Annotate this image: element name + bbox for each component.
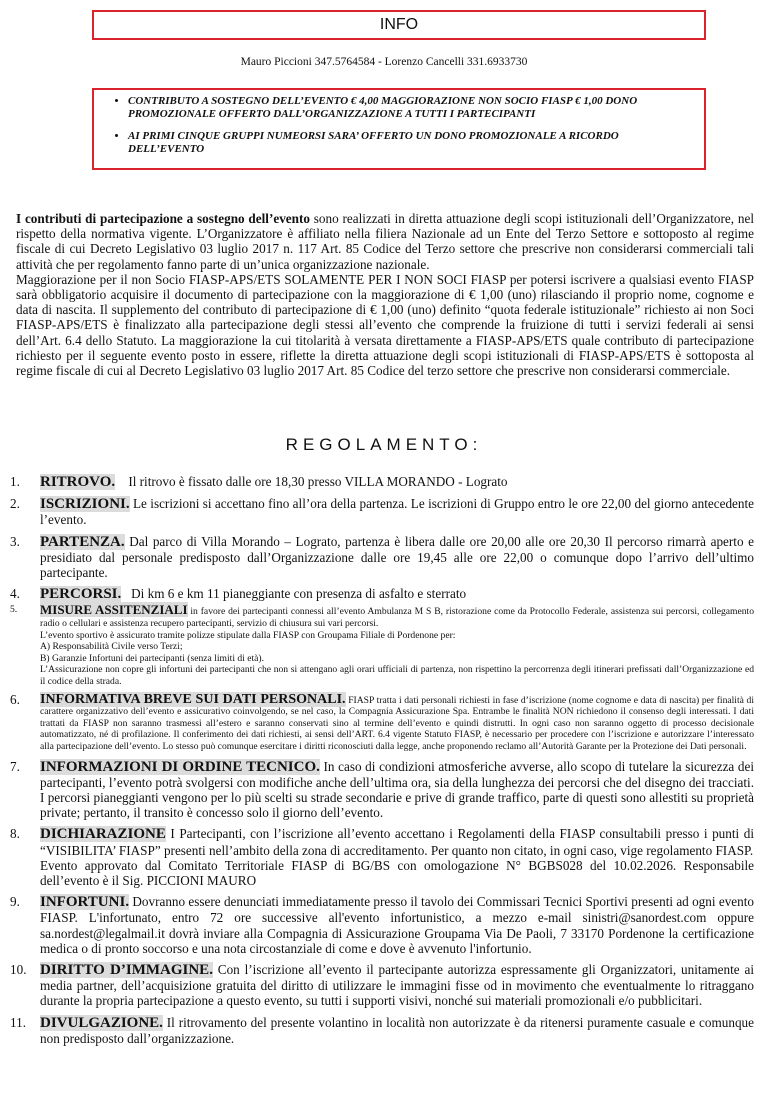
rule-item (10, 604, 754, 687)
rules-list (10, 474, 754, 1052)
rule-extra: L’Assicurazione non copre gli infortuni dei partecipanti che non si attengano agli orari ufficiali di partenza, non rispettino la percorrenza degli itinerari prefissati dall’Organizzazione ed il codice della strada. (40, 664, 754, 687)
rule-number: 7. (10, 758, 20, 774)
rule-number: 6. (10, 691, 20, 707)
rule-item (10, 586, 754, 602)
rule-item (10, 474, 754, 490)
rule-number: 3. (10, 533, 20, 549)
rule-text: Dovranno essere denunciati immediatamente presso il tavolo dei Commissari Tecnici Sportivi presenti ad ogni evento FIASP. L'infortunato, entro 72 ore successive all'evento infortunistico, a mezzo e-mail sinistri@sanordest.com oppure sa.nordest@legalmail.it dovrà inviare alla Compagnia di Assicurazione Groupama Via De Paoli, 7 33170 Pordenone la certificazione medica o di pronto soccorso e una nota circostanziale di come e dove è avvenuto l'infortunio. (40, 894, 754, 956)
rule-item (10, 826, 754, 888)
rule-extra: L’evento sportivo è assicurato tramite polizze stipulate dalla FIASP con Groupama Filiale di Pordenone per: (40, 629, 456, 641)
rule-text: FIASP tratta i dati personali richiesti in fase d’iscrizione (nome cognome e data di nascita) per finalità di carattere organizzativo dell’evento e assicurativo coinvolgendo, se nel caso, la Compagnia Assicurazione Spa. Entrambe le finalità NON richiedono il consenso degli interessati. I dati trattati da FIASP non saranno trasmessi all’estero e saranno conservati sino al termine dell’evento e quindi distrutti. In ogni caso non saranno oggetto di processo decisionale automatizzato, né di profilazione. Il conferimento dei dati richiesti, ai sensi dell’ART. 6.4 vigente Statuto FIASP, è necessario per procedere con l’iscrizione e autorizzare l’interessato alla partecipazione dell’evento. Lo stesso può comunque esercitare i diritti riconosciuti dalla legge, anche proponendo reclamo all’Autorità Garante per la Protezione dei Dati personali. (40, 694, 754, 752)
info-header (92, 10, 706, 40)
contacts-line: Mauro Piccioni 347.5764584 - Lorenzo Cancelli 331.6933730 (240, 56, 528, 68)
rule-heading: ISCRIZIONI. (40, 496, 130, 513)
rule-item (10, 496, 754, 527)
rule-extra: Evento approvato dal Comitato Territoriale FIASP di BG/BS con omologazione N° BGBS028 del 10.02.2026. Responsabile dell’evento è il Sig. PICCIONI MAURO (40, 857, 754, 888)
rule-text: Il ritrovo è fissato dalle ore 18,30 presso VILLA MORANDO - Lograto (115, 474, 508, 489)
intro-body-1: sono realizzati in diretta attuazione degli scopi istituzionali dell’Organizzatore, nel rispetto della normativa vigente. L’Organizzatore è affiliato nella filiera Nazionale ad un Ente del Terzo Settore e sottoposto al regime fiscale di cui Decreto Legislativo 03 luglio 2017 n. 117 Art. 85 Codice del Terzo settore che prescrive non considerarsi commerciali tali attività che per regolamento fanno parte di un’unica organizzazione nazionale. (16, 211, 754, 272)
regolamento-title: REGOLAMENTO: (285, 435, 483, 454)
rule-heading: INFORMAZIONI DI ORDINE TECNICO. (40, 758, 320, 775)
rule-number: 4. (10, 586, 20, 602)
promo-item: • AI PRIMI CINQUE GRUPPI NUMEORSI SARA’ OFFERTO UN DONO PROMOZIONALE A RICORDO DELL’EVENTO (128, 130, 694, 156)
rule-heading: INFORTUNI. (40, 894, 130, 911)
rule-extra: A) Responsabilità Civile verso Terzi; (40, 641, 183, 653)
rule-text: Il ritrovamento del presente volantino in località non autorizzate è da ritenersi puramente casuale e comunque non predisposto dall’organizzazione. (40, 1014, 754, 1046)
rule-text: Le iscrizioni si accettano fino all’ora della partenza. Le iscrizioni di Gruppo entro le ore 22,00 del giorno antecedente l’evento. (40, 496, 754, 528)
rule-number: 1. (10, 474, 20, 489)
promo-list (104, 95, 694, 156)
rule-heading: DICHIARAZIONE (40, 826, 166, 843)
rule-text: I Partecipanti, con l’iscrizione all’evento accettano i Regolamenti della FIASP consultabili presso i punti di “VISIBILITA’ FIASP” presenti nell’ambito della zona di accreditamento. Per quanto non citato, in ogni caso, vige regolamento FIASP. (40, 826, 754, 858)
rule-item (10, 759, 754, 821)
rule-text: in favore dei partecipanti connessi all’evento Ambulanza M S B, ristorazione come da Protocollo Federale, assistenza sui percorsi, collegamento radio o cellulari e assistenza recupero partecipanti, servizio di chiusura sui vari percorsi. (40, 606, 755, 630)
rule-number: 11. (10, 1014, 26, 1030)
rule-extra: B) Garanzie Infortuni dei partecipanti (senza limiti di età). (40, 652, 265, 664)
rule-heading: MISURE ASSITENZIALI (40, 602, 188, 618)
intro-paragraph-1 (16, 211, 754, 272)
rule-text: Con l’iscrizione all’evento il partecipante autorizza espressamente gli Organizzatori, unitamente ai media partner, dell’acquisizione gratuita del diritto di utilizzare le immagini fisse od in movimento che eventualmente lo ritraggano durante la propria partecipazione a questo evento, su tutti i supporti visivi, nonché sui materiali promozionali e/o pubblicitari. (40, 961, 754, 1009)
info-title: INFO (379, 16, 419, 33)
rule-item (10, 894, 754, 956)
rule-number: 9. (10, 894, 20, 910)
rule-heading: INFORMATIVA BREVE SUI DATI PERSONALI. (40, 691, 346, 707)
rule-heading: PERCORSI. (40, 586, 122, 603)
intro-paragraph-2: Maggiorazione per il non Socio FIASP-APS/ETS SOLAMENTE PER I NON SOCI FIASP per potersi iscrivere a qualsiasi evento FIASP sarà obbligatorio acquisire il documento di partecipazione con la maggiorazione di € 1,00 (uno) rilasciando il proprio nome, cognome e data di nascita. Il supplemento del contributo di partecipazione di € 1,00 (uno) definito “quota federale istituzionale” richiesto ai non Soci FIASP-APS/ETS è finalizzato alla partecipazione degli stessi all’evento che comprende la fruizione di tutti i servizi federali ai sensi dell’Art. 6.4 dello Statuto. La maggiorazione la cui titolarità à versata direttamente a FIASP-APS/ETS quale contributo di partecipazione richiesto per il seguente evento posto in essere, riflette la diretta attuazione degli scopi istituzionali di FIASP-APS/ETS è sottoposta al regime fiscale di cui al Decreto Legislativo 03 luglio 2017 Art. 85 Codice del terzo settore che prescrive non considerarsi commerciale. (16, 271, 754, 379)
rule-item (10, 1015, 754, 1046)
intro-lead: I contributi di partecipazione a sostegno dell’evento (16, 211, 310, 226)
rule-text: In caso di condizioni atmosferiche avverse, allo scopo di tutelare la sicurezza dei partecipanti, l’evento potrà svolgersi con modifiche anche dell’ultima ora, sia della lunghezza dei percorsi che del disegno dei tracciati. I percorsi pianeggianti vengono per lo più scelti su strade secondarie e prive di grande traffico, parte di questi sono allestiti su proprietà private; pertanto, il transito è concesso solo il giorno dell’evento. (40, 758, 755, 821)
rule-item (10, 962, 754, 1009)
rule-number: 8. (10, 826, 20, 842)
rule-number: 10. (10, 961, 27, 977)
promo-box (92, 88, 706, 170)
rule-heading: DIRITTO D’IMMAGINE. (40, 961, 213, 978)
rule-text: Dal parco di Villa Morando – Lograto, partenza è libera dalle ore 20,00 alle ore 20,30 Il percorso rimarrà aperto e presidiato dal personale predisposto dall’Organizzazione dalle ore 19,45 alle ore 22,00 o comunque dopo l’arrivo dell’ultimo partecipante. (40, 533, 754, 581)
rule-heading: DIVULGAZIONE. (40, 1014, 163, 1031)
rule-item (10, 534, 754, 581)
rule-item (10, 691, 754, 753)
rule-number: 5. (10, 604, 18, 616)
rule-text: Di km 6 e km 11 pianeggiante con presenza di asfalto e sterrato (121, 586, 467, 602)
intro-text (16, 211, 754, 378)
rule-number: 2. (10, 496, 20, 512)
promo-item: • CONTRIBUTO A SOSTEGNO DELL’EVENTO € 4,00 MAGGIORAZIONE NON SOCIO FIASP € 1,00 DONO PROMOZIONALE OFFERTO DALL’ORGANIZZAZIONE A TUTTI I PARTECIPANTI (128, 95, 694, 121)
rule-heading: PARTENZA. (40, 533, 125, 550)
rule-heading: RITROVO. (40, 474, 116, 490)
